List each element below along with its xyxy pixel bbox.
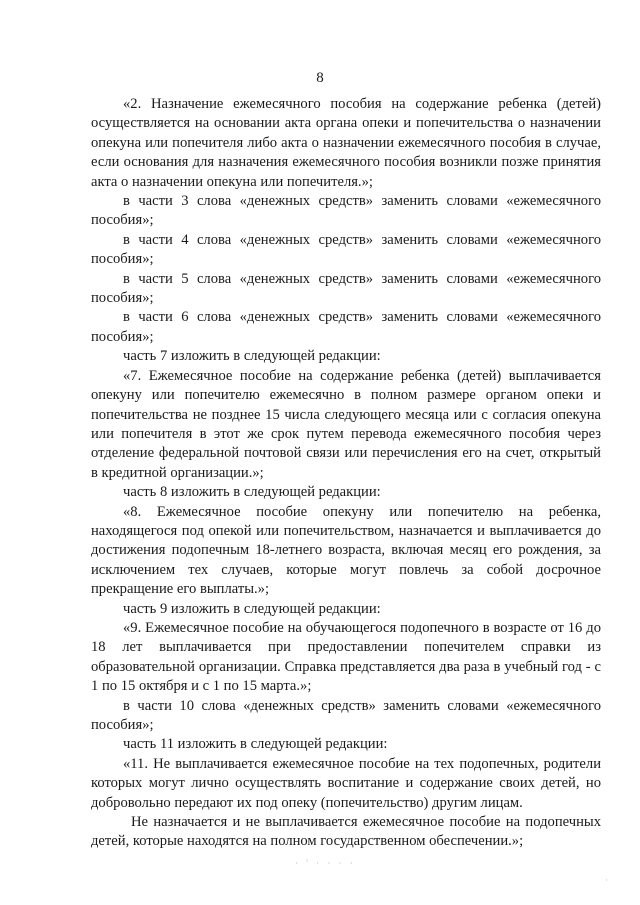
paragraph-part-9-intro: часть 9 изложить в следующей редакции: [123,600,381,617]
scan-noise: · ' · · · · [295,858,356,868]
page-number: 8 [316,70,324,86]
scan-noise: · [605,875,611,885]
paragraph-part-10-amendment: в части 10 слова «денежных средств» заменить словами «ежемесячного пособия»; [91,697,601,733]
paragraph-part-8-text: «8. Ежемесячное пособие опекуну или попечителю на ребенка, находящегося под опекой или попечительством, назначается и выплачивается до достижения подопечным 18-летнего возраста, включая месяц его рождения, за исключением тех случаев, которые могут повлечь за собой досрочное прекращение его выплаты.»; [91,503,601,598]
paragraph-part-2-text: «2. Назначение ежемесячного пособия на содержание ребенка (детей) осуществляется на основании акта органа опеки и попечительства о назначении опекуна или попечителя либо акта о назначении ежемесячного пособия в случае, если основания для назначения ежемесячного пособия возникли позже принятия акта о назначении опекуна или попечителя.»; [91,96,601,190]
paragraph-part-8-intro: часть 8 изложить в следующей редакции: [123,484,381,501]
paragraph-part-11-text: «11. Не выплачивается ежемесячное пособие на тех подопечных, родители которых могут лично осуществлять воспитание и содержание своих детей, но добровольно передают их под опеку (попечительство) другим лицам. [91,755,601,811]
paragraph-part-9-text: «9. Ежемесячное пособие на обучающегося подопечного в возрасте от 16 до 18 лет выплачивается при предоставлении попечителем справки из образовательной организации. Справка представляется два раза в учебный год - с 1 по 15 октября и с 1 по 15 марта.»; [91,619,601,695]
paragraph-part-4-amendment: в части 4 слова «денежных средств» заменить словами «ежемесячного пособия»; [91,231,601,268]
paragraph-part-6-amendment: в части 6 слова «денежных средств» заменить словами «ежемесячного пособия»; [91,309,601,345]
paragraph-part-7-intro: часть 7 изложить в следующей редакции: [123,348,381,365]
paragraph-part-7-text: «7. Ежемесячное пособие на содержание ребенка (детей) выплачивается опекуну или попечителю ежемесячно в полном размере органом опеки и попечительства не позднее 15 числа следующего месяца или с согласия опекуна или попечителя в этот же срок путем перевода ежемесячного пособия через отделение федеральной почтовой связи или перечисления его на счет, открытый в кредитной организации.»; [91,367,601,481]
paragraph-part-5-amendment: в части 5 слова «денежных средств» заменить словами «ежемесячного пособия»; [91,270,601,307]
paragraph-part-11-intro: часть 11 изложить в следующей редакции: [123,736,388,753]
document-body [91,95,601,852]
paragraph-part-3-amendment: в части 3 слова «денежных средств» заменить словами «ежемесячного пособия»; [91,193,601,229]
paragraph-part-11-continuation: Не назначается и не выплачивается ежемесячное пособие на подопечных детей, которые находятся на полном государственном обеспечении.»; [91,814,601,850]
